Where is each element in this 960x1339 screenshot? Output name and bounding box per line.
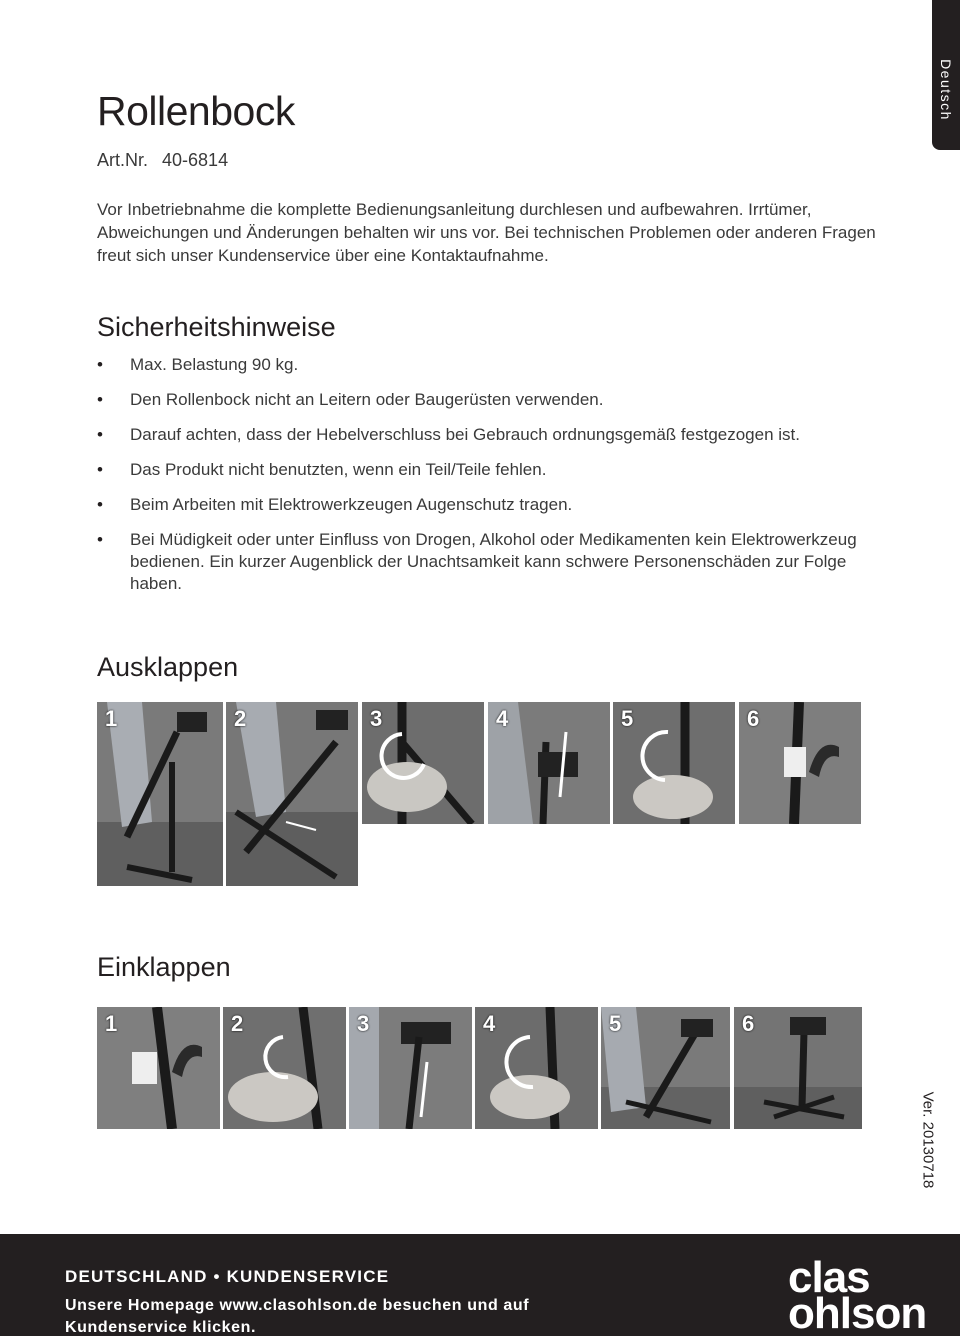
step-number: 2 <box>234 706 247 731</box>
step-number: 1 <box>105 706 118 731</box>
step-number: 5 <box>609 1011 622 1036</box>
intro-text: Vor Inbetriebnahme die komplette Bedienungsanleitung durchlesen und aufbewahren. Irrtümer, Abweichungen und Änderungen behalten wir uns vor. Bei technischen Problemen oder anderen Fragen freut sich unser Kundenservice über eine Kontaktaufnahme. <box>97 200 876 265</box>
ausklappen-step-1-photo <box>97 702 223 886</box>
safety-item: • Den Rollenbock nicht an Leitern oder Baugerüsten verwenden. <box>97 389 857 411</box>
page-title: Rollenbock <box>97 88 295 134</box>
safety-item: • Das Produkt nicht benutzten, wenn ein Teil/Teile fehlen. <box>97 459 857 481</box>
einklappen-step-5-photo <box>601 1007 730 1129</box>
clas-ohlson-logo <box>788 1253 938 1338</box>
step-number: 3 <box>357 1011 370 1036</box>
step-number: 4 <box>483 1011 496 1036</box>
step-number: 6 <box>747 706 760 731</box>
einklappen-step-3-photo <box>349 1007 472 1129</box>
step-number: 4 <box>496 706 509 731</box>
safety-heading: Sicherheitshinweise <box>97 312 336 342</box>
safety-list <box>97 354 857 608</box>
ausklappen-step-4-photo <box>488 702 610 824</box>
ausklappen-step-2-photo <box>226 702 358 886</box>
einklappen-step-2-photo <box>223 1007 346 1129</box>
article-number-value: 40-6814 <box>162 150 229 170</box>
ausklappen-heading: Ausklappen <box>97 652 239 682</box>
article-number-label: Art.Nr. <box>97 150 149 170</box>
ausklappen-step-3-photo <box>362 702 484 824</box>
einklappen-step-4-photo <box>475 1007 598 1129</box>
logo-line-1: clas <box>788 1253 870 1302</box>
article-number <box>97 150 228 171</box>
ausklappen-step-5-photo <box>613 702 735 824</box>
step-number: 3 <box>370 706 383 731</box>
step-number: 5 <box>621 706 634 731</box>
safety-item: • Bei Müdigkeit oder unter Einfluss von Drogen, Alkohol oder Medikamenten kein Elektrowerkzeug bedienen. Ein kurzer Augenblick der Unachtsamkeit kann schwere Personenschäden zur Folge haben. <box>97 529 857 595</box>
step-number: 6 <box>742 1011 755 1036</box>
language-tab <box>932 0 960 150</box>
version-label: Ver. 20130718 <box>919 1091 937 1189</box>
language-tab-label: Deutsch <box>938 59 954 121</box>
safety-item: • Beim Arbeiten mit Elektrowerkzeugen Augenschutz tragen. <box>97 494 857 516</box>
step-number: 1 <box>105 1011 118 1036</box>
einklappen-step-6-photo <box>734 1007 862 1129</box>
safety-item: • Max. Belastung 90 kg. <box>97 354 857 376</box>
einklappen-step-1-photo <box>97 1007 220 1129</box>
einklappen-heading: Einklappen <box>97 952 231 982</box>
footer-text: Unsere Homepage www.clasohlson.de besuchen und auf Kundenservice klicken. <box>65 1297 530 1336</box>
step-number: 2 <box>231 1011 244 1036</box>
footer-heading: DEUTSCHLAND • KUNDENSERVICE <box>65 1267 390 1286</box>
ausklappen-step-6-photo <box>739 702 861 824</box>
safety-item: • Darauf achten, dass der Hebelverschluss bei Gebrauch ordnungsgemäß festgezogen ist. <box>97 424 857 446</box>
logo-line-2: ohlson <box>788 1289 927 1338</box>
footer <box>0 1234 960 1336</box>
